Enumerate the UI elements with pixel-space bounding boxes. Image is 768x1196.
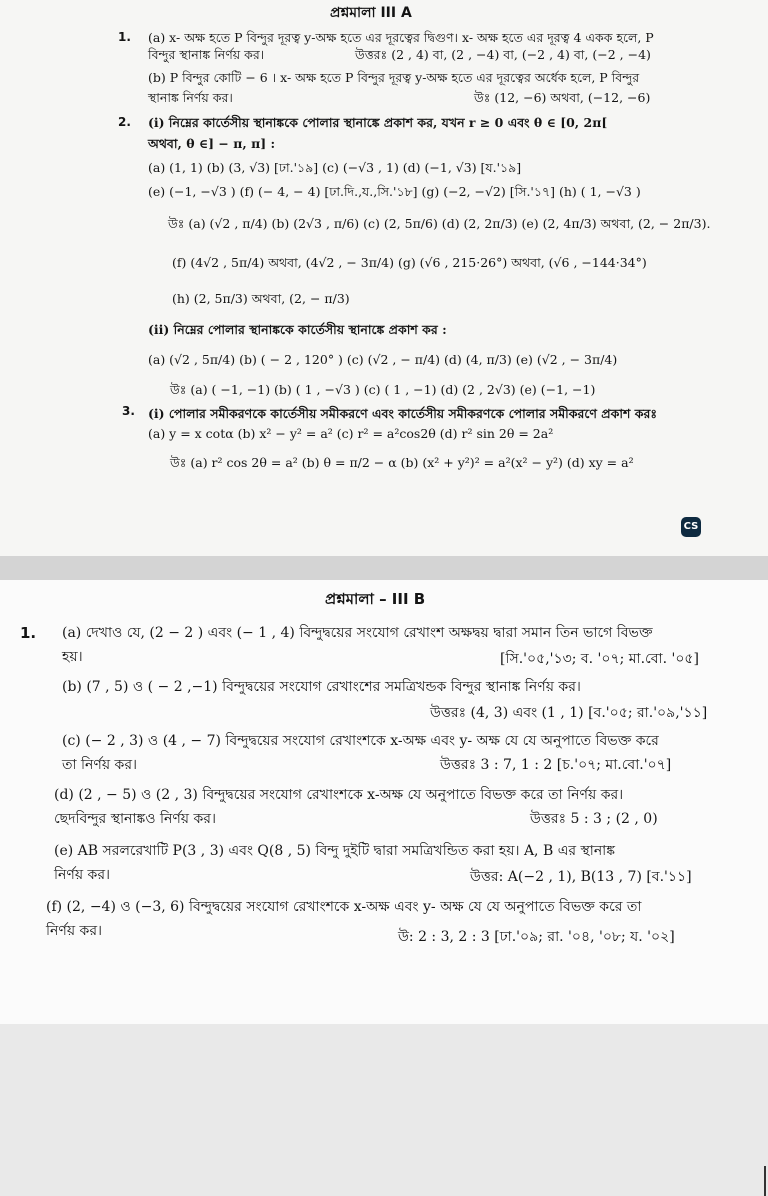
b-q1c-text-line2: তা নির্ণয় কর। — [62, 757, 138, 773]
q3-row: (a) y = x cotα (b) x² − y² = a² (c) r² = a²cos2θ (d) r² sin 2θ = 2a² — [148, 426, 554, 441]
q1a-text-line2: বিন্দুর স্থানাঙ্ক নির্ণয় কর। — [148, 47, 265, 62]
q2i-answer-line1: উঃ (a) (√2 , π/4) (b) (2√3 , π/6) (c) (2, 5π/6) (d) (2, 2π/3) (e) (2, 4π/3) অথবা, (2, − 2π/3). — [168, 216, 711, 231]
b-q1c-answer: উত্তরঃ 3 : 7, 1 : 2 [চ.'০৭; মা.বো.'০৭] — [440, 757, 672, 773]
q3-answer: উঃ (a) r² cos 2θ = a² (b) θ = π/2 − α (b) (x² + y²)² = a²(x² − y²) (d) xy = a² — [170, 455, 634, 470]
exercise-a-title: প্রশ্নমালা III A — [330, 5, 412, 21]
b-q1f-text-line2: নির্ণয় কর। — [46, 923, 103, 939]
q2i-answer-line2: (f) (4√2 , 5π/4) অথবা, (4√2 , − 3π/4) (g) (√6 , 215·26°) অথবা, (√6 , −144·34°) — [172, 255, 647, 270]
page-edge-line — [764, 1166, 766, 1196]
b-q1d-text-line1: (d) (2 , − 5) ও (2 , 3) বিন্দুদ্বয়ের সংযোগ রেখাংশকে x-অক্ষ যে অনুপাতে বিভক্ত করে তা নির্ণয় কর। — [54, 787, 624, 803]
q2ii-row: (a) (√2 , 5π/4) (b) ( − 2 , 120° ) (c) (√2 , − π/4) (d) (4, π/3) (e) (√2 , − 3π/4) — [148, 352, 618, 367]
b-q1e-text-line1: (e) AB সরলরেখাটি P(3 , 3) এবং Q(8 , 5) বিন্দু দুইটি দ্বারা সমত্রিখন্ডিত করা হয়। A, B এর স্থানাঙ্ক — [54, 843, 615, 859]
q1b-text-line1: (b) P বিন্দুর কোটি − 6 । x- অক্ষ হতে P বিন্দুর দূরত্ব y-অক্ষ হতে এর দূরত্বের অর্ধেক হলে, P বিন্দুর — [148, 70, 640, 85]
b-q1b-text: (b) (7 , 5) ও ( − 2 ,−1) বিন্দুদ্বয়ের সংযোগ রেখাংশের সমত্রিখন্ডক বিন্দুর স্থানাঙ্ক নির্ণয় কর। — [62, 679, 581, 695]
b-q1d-answer: উত্তরঃ 5 : 3 ; (2 , 0) — [530, 811, 658, 827]
camscanner-logo: CS — [681, 517, 701, 537]
exercise-iii-a-section — [0, 0, 768, 556]
b-q1e-answer: উত্তর: A(−2 , 1), B(13 , 7) [ব.'১১] — [470, 869, 692, 885]
q2ii-answer: উঃ (a) ( −1, −1) (b) ( 1 , −√3 ) (c) ( 1 , −1) (d) (2 , 2√3) (e) (−1, −1) — [170, 382, 596, 397]
q2i-text-line1: (i) নিম্নের কার্তেসীয় স্থানাঙ্ককে পোলার স্থানাঙ্কে প্রকাশ কর, যখন r ≥ 0 এবং θ ∈ [0, 2π[ — [148, 115, 608, 130]
q1a-answer: উত্তরঃ (2 , 4) বা, (2 , −4) বা, (−2 , 4) বা, (−2 , −4) — [355, 47, 651, 62]
exercise-iii-b-section — [0, 580, 768, 1024]
q2i-text-line2: অথবা, θ ∈] − π, π] : — [148, 136, 276, 151]
b-q1c-text-line1: (c) (− 2 , 3) ও (4 , − 7) বিন্দুদ্বয়ের সংযোগ রেখাংশকে x-অক্ষ এবং y- অক্ষ যে যে অনুপাতে বিভক্ত করে — [62, 733, 659, 749]
q3i-text: (i) পোলার সমীকরণকে কার্তেসীয় সমীকরণে এবং কার্তেসীয় সমীকরণকে পোলার সমীকরণে প্রকাশ করঃ — [148, 406, 658, 421]
q2ii-text: (ii) নিম্নের পোলার স্থানাঙ্ককে কার্তেসীয় স্থানাঙ্কে প্রকাশ কর : — [148, 322, 447, 337]
b-q1f-answer: উ: 2 : 3, 2 : 3 [ঢা.'০৯; রা. '০৪, '০৮; য. '০২] — [398, 929, 675, 945]
q2i-row1: (a) (1, 1) (b) (3, √3) [ঢা.'১৯] (c) (−√3 , 1) (d) (−1, √3) [য.'১৯] — [148, 160, 522, 175]
b-q1a-text-line2: হয়। — [62, 649, 83, 665]
b-q1b-answer: উত্তরঃ (4, 3) এবং (1 , 1) [ব.'০৫; রা.'০৯,'১১] — [430, 705, 708, 721]
q1b-text-line2: স্থানাঙ্ক নির্ণয় কর। — [148, 90, 233, 105]
b-q1-number: 1. — [20, 624, 37, 642]
q3-number: 3. — [122, 404, 135, 418]
b-q1a-reference: [সি.'০৫,'১৩; ব. '০৭; মা.বো. '০৫] — [500, 651, 699, 667]
q1a-text-line1: (a) x- অক্ষ হতে P বিন্দুর দূরত্ব y-অক্ষ হতে এর দূরত্বের দ্বিগুণ। x- অক্ষ হতে এর দূরত্ব 4 একক হলে, P — [148, 30, 654, 45]
exercise-b-title: প্রশ্নমালা – III B — [325, 590, 426, 608]
b-q1a-text-line1: (a) দেখাও যে, (2 − 2 ) এবং (− 1 , 4) বিন্দুদ্বয়ের সংযোগ রেখাংশ অক্ষদ্বয় দ্বারা সমান তিন ভাগে বিভক্ত — [62, 625, 653, 641]
b-q1e-text-line2: নির্ণয় কর। — [54, 867, 111, 883]
q1-number: 1. — [118, 30, 131, 44]
page-gap — [0, 556, 768, 580]
q2-number: 2. — [118, 115, 131, 129]
q1b-answer: উঃ (12, −6) অথবা, (−12, −6) — [474, 90, 651, 105]
q2i-row2: (e) (−1, −√3 ) (f) (− 4, − 4) [ঢা.দি.,য.,সি.'১৮] (g) (−2, −√2) [সি.'১৭] (h) ( 1, −√3 ) — [148, 184, 641, 199]
b-q1d-text-line2: ছেদবিন্দুর স্থানাঙ্কও নির্ণয় কর। — [54, 811, 216, 827]
q2i-answer-line3: (h) (2, 5π/3) অথবা, (2, − π/3) — [172, 291, 350, 306]
b-q1f-text-line1: (f) (2, −4) ও (−3, 6) বিন্দুদ্বয়ের সংযোগ রেখাংশকে x-অক্ষ এবং y- অক্ষ যে যে অনুপাতে বিভক্ত করে তা — [46, 899, 642, 915]
